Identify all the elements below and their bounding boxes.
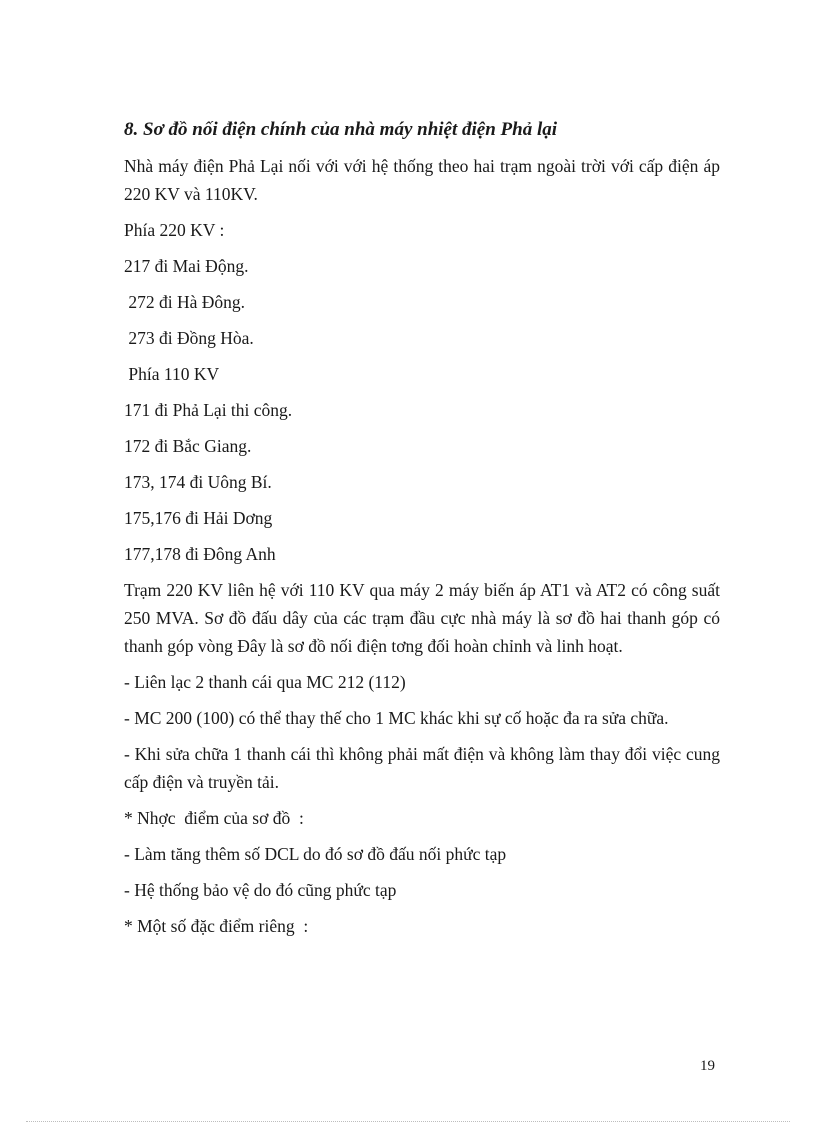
bullet-item: - Làm tăng thêm số DCL do đó sơ đồ đấu nối phức tạp — [124, 844, 507, 864]
bullet-item: - Liên lạc 2 thanh cái qua MC 212 (112) — [124, 672, 406, 692]
line-110-item: 173, 174 đi Uông Bí. — [124, 472, 272, 492]
line-220-item: 217 đi Mai Động. — [124, 256, 249, 276]
side-220-label: Phía 220 KV : — [124, 220, 225, 240]
station-paragraph: Trạm 220 KV liên hệ với 110 KV qua máy 2 máy biến áp AT1 và AT2 có công suất 250 MVA. Sơ đồ đấu dây của các trạm đầu cực nhà máy là sơ đồ hai thanh góp có thanh góp vòng Đây là sơ đồ nối điện tơng đối hoàn chỉnh và linh hoạt. — [124, 580, 720, 656]
intro-paragraph: Nhà máy điện Phả Lại nối với với hệ thống theo hai trạm ngoài trời với cấp điện áp 220 KV và 110KV. — [124, 156, 720, 204]
drawback-label: * Nhợc điểm của sơ đồ : — [124, 808, 304, 828]
line-220-item: 273 đi Đồng Hòa. — [124, 328, 254, 348]
line-110-item: 177,178 đi Đông Anh — [124, 544, 276, 564]
line-110-item: 172 đi Bắc Giang. — [124, 436, 252, 456]
line-110-item: 175,176 đi Hải Dơng — [124, 508, 273, 528]
page-number: 19 — [700, 1058, 715, 1074]
bottom-divider — [26, 1121, 790, 1122]
line-220-item: 272 đi Hà Đông. — [124, 292, 246, 312]
bullet-item: - Khi sửa chữa 1 thanh cái thì không phải mất điện và không làm thay đổi việc cung cấp điện và truyền tải. — [124, 744, 720, 792]
page-content — [124, 118, 720, 948]
features-label: * Một số đặc điểm riêng : — [124, 916, 309, 936]
bullet-item: - MC 200 (100) có thể thay thế cho 1 MC khác khi sự cố hoặc đa ra sửa chữa. — [124, 708, 669, 728]
section-heading: 8. Sơ đồ nối điện chính của nhà máy nhiệt điện Phả lại — [124, 119, 558, 140]
bullet-item: - Hệ thống bảo vệ do đó cũng phức tạp — [124, 880, 397, 900]
line-110-item: 171 đi Phả Lại thi công. — [124, 400, 293, 420]
side-110-label: Phía 110 KV — [124, 364, 220, 384]
